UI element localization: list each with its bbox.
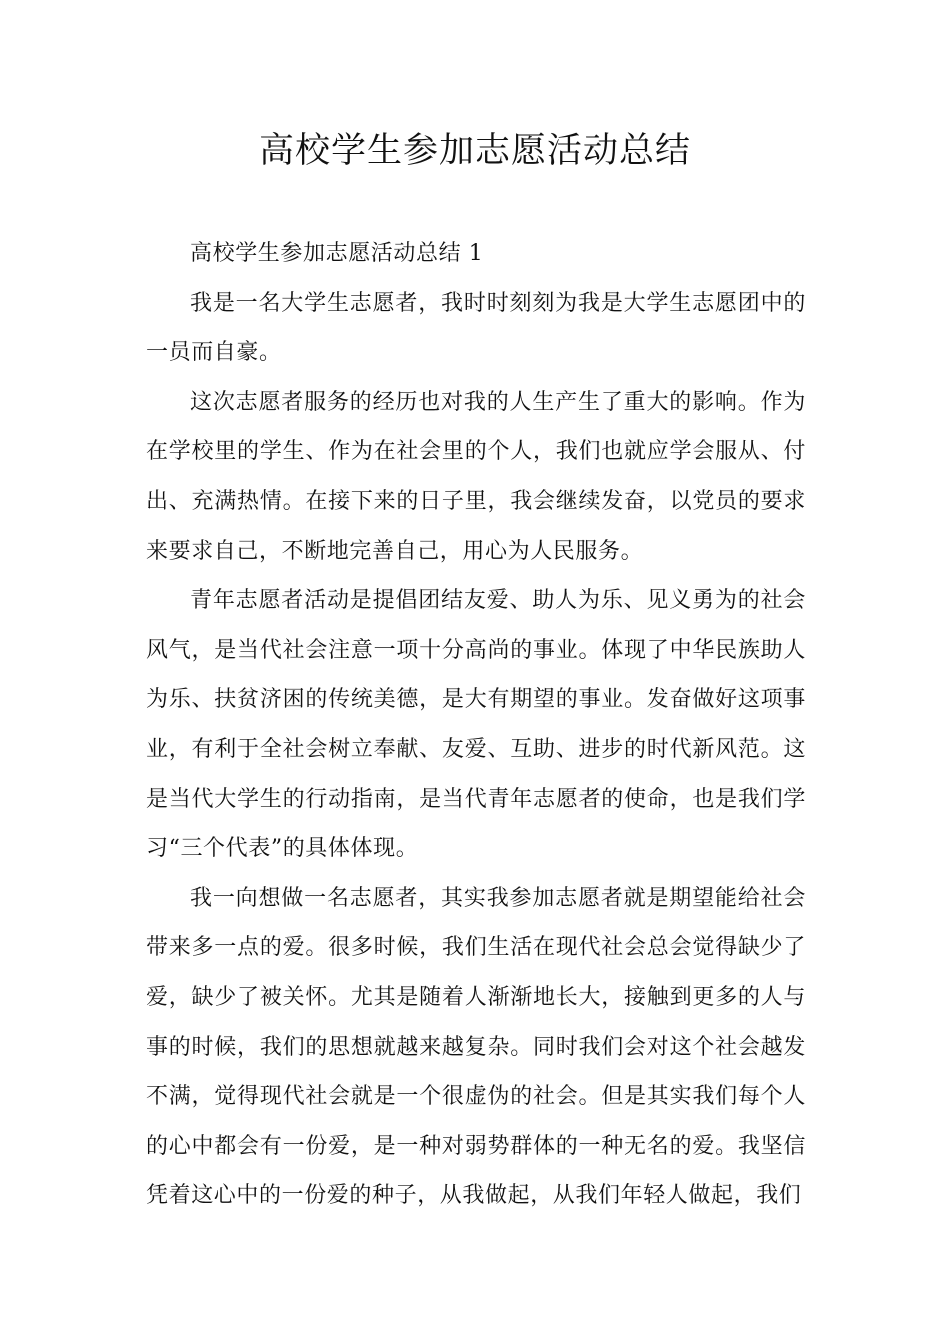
paragraph-3: 青年志愿者活动是提倡团结友爱、助人为乐、见义勇为的社会风气，是当代社会注意一项十分高尚的事业。体现了中华民族助人为乐、扶贫济困的传统美德，是大有期望的事业。发奋做好这项事业，有利于全社会树立奉献、友爱、互助、进步的时代新风范。这是当代大学生的行动指南，是当代青年志愿者的使命，也是我们学习“三个代表”的具体体现。: [146, 588, 806, 862]
document-title: 高校学生参加志愿活动总结: [258, 131, 691, 171]
paragraph-2: 这次志愿者服务的经历也对我的人生产生了重大的影响。作为在学校里的学生、作为在社会里的个人，我们也就应学会服从、付出、充满热情。在接下来的日子里，我会继续发奋，以党员的要求来要求自己，不断地完善自己，用心为人民服务。: [146, 389, 806, 564]
paragraph-1: 我是一名大学生志愿者，我时时刻刻为我是大学生志愿团中的一员而自豪。: [146, 290, 806, 366]
section-heading: 高校学生参加志愿活动总结 1: [190, 241, 484, 266]
paragraph-4: 我一向想做一名志愿者，其实我参加志愿者就是期望能给社会带来多一点的爱。很多时候，我们生活在现代社会总会觉得缺少了爱，缺少了被关怀。尤其是随着人渐渐地长大，接触到更多的人与事的时候，我们的思想就越来越复杂。同时我们会对这个社会越发不满，觉得现代社会就是一个很虚伪的社会。但是其实我们每个人的心中都会有一份爱，是一种对弱势群体的一种无名的爱。我坚信凭着这心中的一份爱的种子，从我做起，从我们年轻人做起，我们: [146, 885, 806, 1209]
document-body: [146, 229, 806, 1221]
